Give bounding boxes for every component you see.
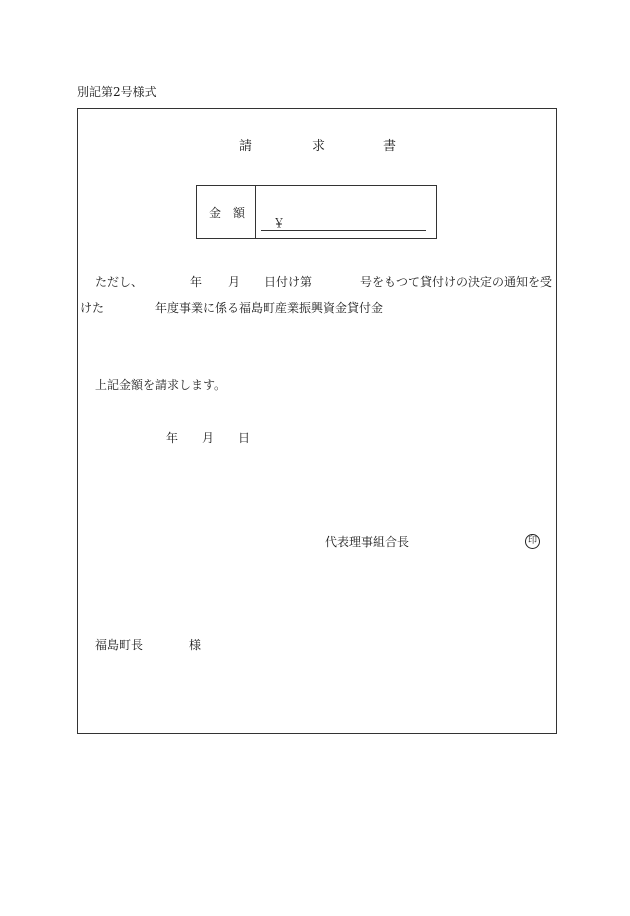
body-year-label: 年: [190, 275, 203, 289]
title-char-1: 請: [239, 139, 253, 154]
representative-title: 代表理事組合長: [325, 535, 410, 549]
seal-icon: 印: [525, 534, 540, 549]
body-month-label: 月: [228, 275, 241, 289]
body-fiscal-year-text: 年度事業に係る福島町産業振興資金貸付金: [155, 301, 384, 315]
body-keta: けた: [80, 301, 105, 315]
title-char-3: 書: [383, 139, 397, 154]
addressee-honorific: 様: [189, 638, 202, 652]
amount-label-char-1: 金: [209, 206, 222, 220]
amount-divider: [255, 186, 256, 238]
body-notice-text: 号をもつて貸付けの決定の通知を受: [360, 275, 553, 289]
amount-box: [196, 185, 437, 239]
amount-label-char-2: 額: [233, 206, 246, 220]
body-date-number-label: 日付け第: [264, 275, 313, 289]
request-statement: 上記金額を請求します。: [95, 378, 227, 392]
yen-mark: ￥: [273, 216, 286, 230]
body-tadashi: ただし、: [95, 275, 144, 289]
date-month-label: 月: [202, 431, 215, 445]
addressee-name: 福島町長: [95, 638, 144, 652]
form-label: 別記第2号様式: [77, 85, 157, 99]
title-char-2: 求: [312, 139, 326, 154]
date-day-label: 日: [238, 431, 251, 445]
date-year-label: 年: [166, 431, 179, 445]
amount-field-underline: [261, 230, 426, 231]
